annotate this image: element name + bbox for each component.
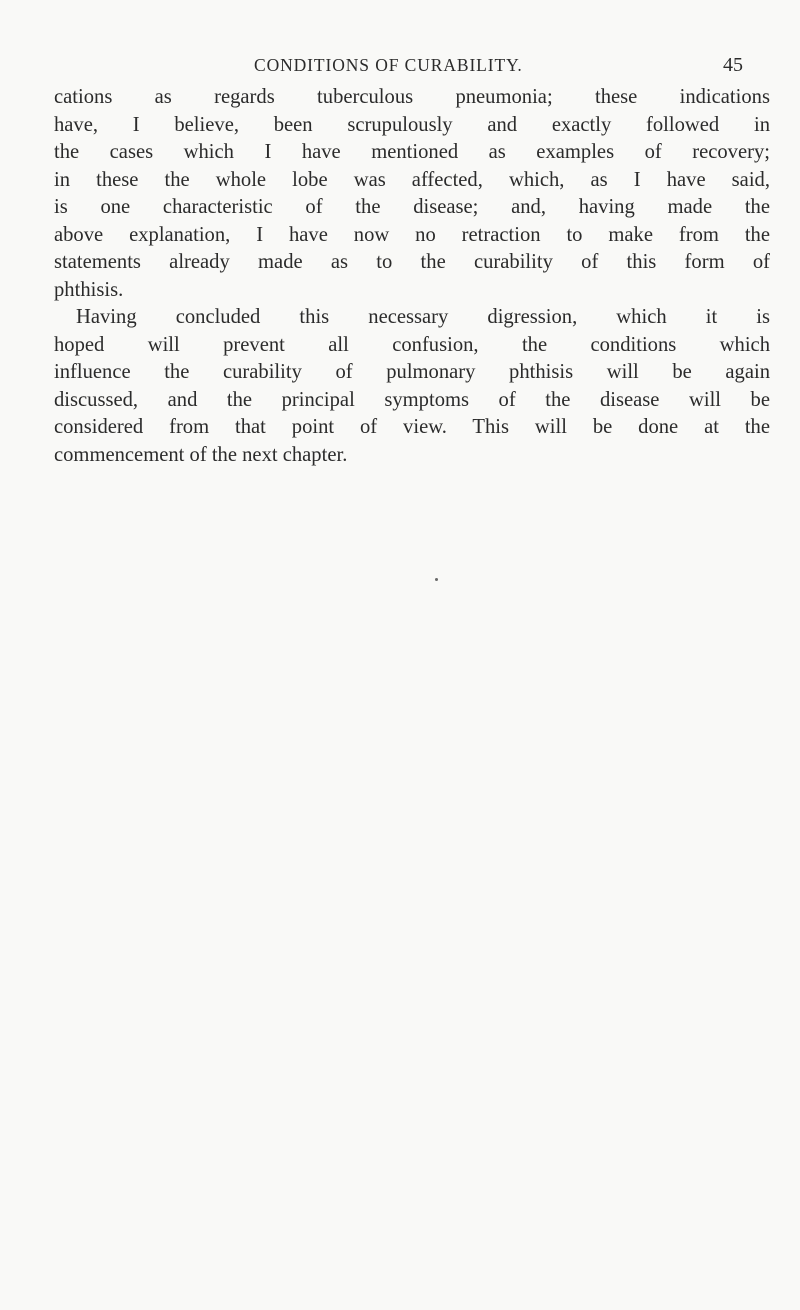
- text-line: considered from that point of view. This will be done at the: [54, 416, 770, 438]
- text-line: phthisis.: [54, 278, 124, 301]
- running-title: CONDITIONS OF CURABILITY.: [254, 55, 523, 75]
- text-line: have, I believe, been scrupulously and exactly followed in: [54, 113, 770, 136]
- text-line: Having concluded this necessary digression, which it is: [76, 306, 770, 328]
- text-line: statements already made as to the curability of this form of: [54, 251, 770, 273]
- text-line: in these the whole lobe was affected, which, as I have said,: [54, 168, 770, 191]
- text-line: above explanation, I have now no retraction to make from the: [54, 223, 770, 246]
- body-text: [54, 84, 770, 469]
- text-line: the cases which I have mentioned as examples of recovery;: [54, 141, 770, 163]
- text-line: is one characteristic of the disease; and, having made the: [54, 196, 770, 218]
- page-number: 45: [723, 54, 743, 76]
- running-head: [254, 52, 754, 78]
- text-line: discussed, and the principal symptoms of the disease will be: [54, 388, 770, 411]
- print-speck: [435, 578, 438, 581]
- text-line: cations as regards tuberculous pneumonia; these indications: [54, 86, 770, 108]
- paragraph-digression: [54, 304, 770, 469]
- text-line: commencement of the next chapter.: [54, 443, 348, 466]
- text-line: hoped will prevent all confusion, the conditions which: [54, 333, 770, 356]
- text-line: influence the curability of pulmonary phthisis will be again: [54, 361, 770, 383]
- paragraph-continuation: [54, 84, 770, 304]
